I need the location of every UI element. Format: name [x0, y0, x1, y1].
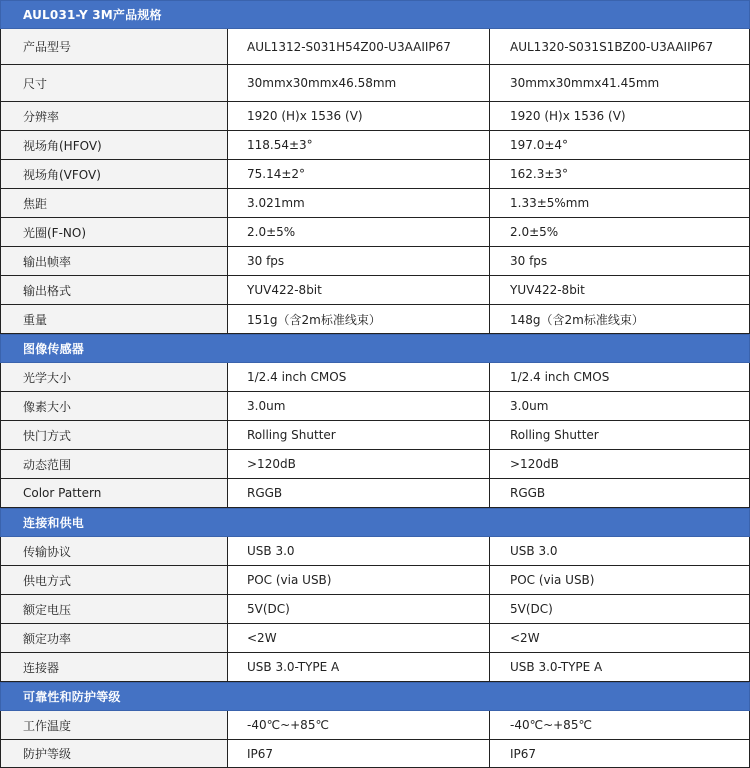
table-row [0, 363, 750, 392]
spec-value-model-1: 151g（含2m标准线束） [227, 305, 489, 334]
table-row [0, 160, 750, 189]
table-row [0, 595, 750, 624]
table-row [0, 740, 750, 768]
spec-label: 快门方式 [0, 421, 227, 450]
spec-value-model-2: AUL1320-S031S1BZ00-U3AAIIP67 [489, 29, 750, 65]
spec-value-model-1: 30 fps [227, 247, 489, 276]
spec-value-model-2: 148g（含2m标准线束） [489, 305, 750, 334]
spec-value-model-1: >120dB [227, 450, 489, 479]
section-header-connection-power [0, 508, 750, 537]
spec-label: 像素大小 [0, 392, 227, 421]
table-row [0, 450, 750, 479]
spec-value-model-2: YUV422-8bit [489, 276, 750, 305]
spec-label: Color Pattern [0, 479, 227, 508]
spec-value-model-2: IP67 [489, 740, 750, 768]
spec-label: 尺寸 [0, 65, 227, 102]
table-row [0, 624, 750, 653]
spec-value-model-1: Rolling Shutter [227, 421, 489, 450]
spec-value-model-2: 1.33±5%mm [489, 189, 750, 218]
spec-label: 传输协议 [0, 537, 227, 566]
section-header-reliability [0, 682, 750, 711]
spec-value-model-2: 1920 (H)x 1536 (V) [489, 102, 750, 131]
table-row [0, 392, 750, 421]
spec-label: 供电方式 [0, 566, 227, 595]
section-title: AUL031-Y 3M产品规格 [23, 8, 162, 22]
table-row [0, 653, 750, 682]
spec-value-model-1: YUV422-8bit [227, 276, 489, 305]
table-row [0, 276, 750, 305]
spec-label: 分辨率 [0, 102, 227, 131]
table-row [0, 102, 750, 131]
spec-value-model-2: RGGB [489, 479, 750, 508]
spec-value-model-1: 3.021mm [227, 189, 489, 218]
spec-value-model-1: 118.54±3° [227, 131, 489, 160]
spec-label: 视场角(VFOV) [0, 160, 227, 189]
spec-value-model-1: 75.14±2° [227, 160, 489, 189]
spec-label: 焦距 [0, 189, 227, 218]
spec-value-model-2: Rolling Shutter [489, 421, 750, 450]
spec-value-model-2: 30mmx30mmx41.45mm [489, 65, 750, 102]
spec-value-model-1: 1/2.4 inch CMOS [227, 363, 489, 392]
spec-value-model-2: 197.0±4° [489, 131, 750, 160]
spec-value-model-2: <2W [489, 624, 750, 653]
table-row [0, 189, 750, 218]
table-row [0, 537, 750, 566]
table-row [0, 479, 750, 508]
spec-label: 重量 [0, 305, 227, 334]
table-row [0, 711, 750, 740]
spec-label: 额定功率 [0, 624, 227, 653]
spec-label: 光学大小 [0, 363, 227, 392]
section-title: 图像传感器 [23, 342, 85, 356]
spec-value-model-1: POC (via USB) [227, 566, 489, 595]
spec-label: 连接器 [0, 653, 227, 682]
spec-value-model-2: 30 fps [489, 247, 750, 276]
spec-value-model-2: USB 3.0 [489, 537, 750, 566]
spec-label: 输出格式 [0, 276, 227, 305]
spec-label: 光圈(F-NO) [0, 218, 227, 247]
spec-label: 产品型号 [0, 29, 227, 65]
section-header-image-sensor [0, 334, 750, 363]
table-row [0, 65, 750, 102]
table-row [0, 247, 750, 276]
spec-value-model-1: USB 3.0-TYPE A [227, 653, 489, 682]
spec-label: 额定电压 [0, 595, 227, 624]
table-row [0, 421, 750, 450]
spec-value-model-2: 3.0um [489, 392, 750, 421]
spec-label: 动态范围 [0, 450, 227, 479]
spec-value-model-1: USB 3.0 [227, 537, 489, 566]
table-row [0, 305, 750, 334]
section-header-product-specs [0, 0, 750, 29]
spec-value-model-2: 1/2.4 inch CMOS [489, 363, 750, 392]
spec-value-model-1: <2W [227, 624, 489, 653]
spec-value-model-2: 5V(DC) [489, 595, 750, 624]
spec-value-model-1: 5V(DC) [227, 595, 489, 624]
spec-value-model-1: 2.0±5% [227, 218, 489, 247]
spec-value-model-2: -40℃~+85℃ [489, 711, 750, 740]
spec-value-model-1: 3.0um [227, 392, 489, 421]
spec-value-model-1: IP67 [227, 740, 489, 768]
spec-value-model-2: POC (via USB) [489, 566, 750, 595]
spec-value-model-2: USB 3.0-TYPE A [489, 653, 750, 682]
spec-value-model-1: -40℃~+85℃ [227, 711, 489, 740]
spec-value-model-2: 162.3±3° [489, 160, 750, 189]
section-title: 连接和供电 [23, 516, 85, 530]
spec-label: 工作温度 [0, 711, 227, 740]
table-row [0, 566, 750, 595]
spec-value-model-1: 30mmx30mmx46.58mm [227, 65, 489, 102]
spec-value-model-2: >120dB [489, 450, 750, 479]
table-row [0, 29, 750, 65]
spec-label: 视场角(HFOV) [0, 131, 227, 160]
spec-label: 输出帧率 [0, 247, 227, 276]
table-row [0, 131, 750, 160]
spec-value-model-1: RGGB [227, 479, 489, 508]
section-title: 可靠性和防护等级 [23, 690, 121, 704]
spec-value-model-2: 2.0±5% [489, 218, 750, 247]
spec-value-model-1: AUL1312-S031H54Z00-U3AAIIP67 [227, 29, 489, 65]
spec-label: 防护等级 [0, 740, 227, 768]
table-row [0, 218, 750, 247]
spec-value-model-1: 1920 (H)x 1536 (V) [227, 102, 489, 131]
